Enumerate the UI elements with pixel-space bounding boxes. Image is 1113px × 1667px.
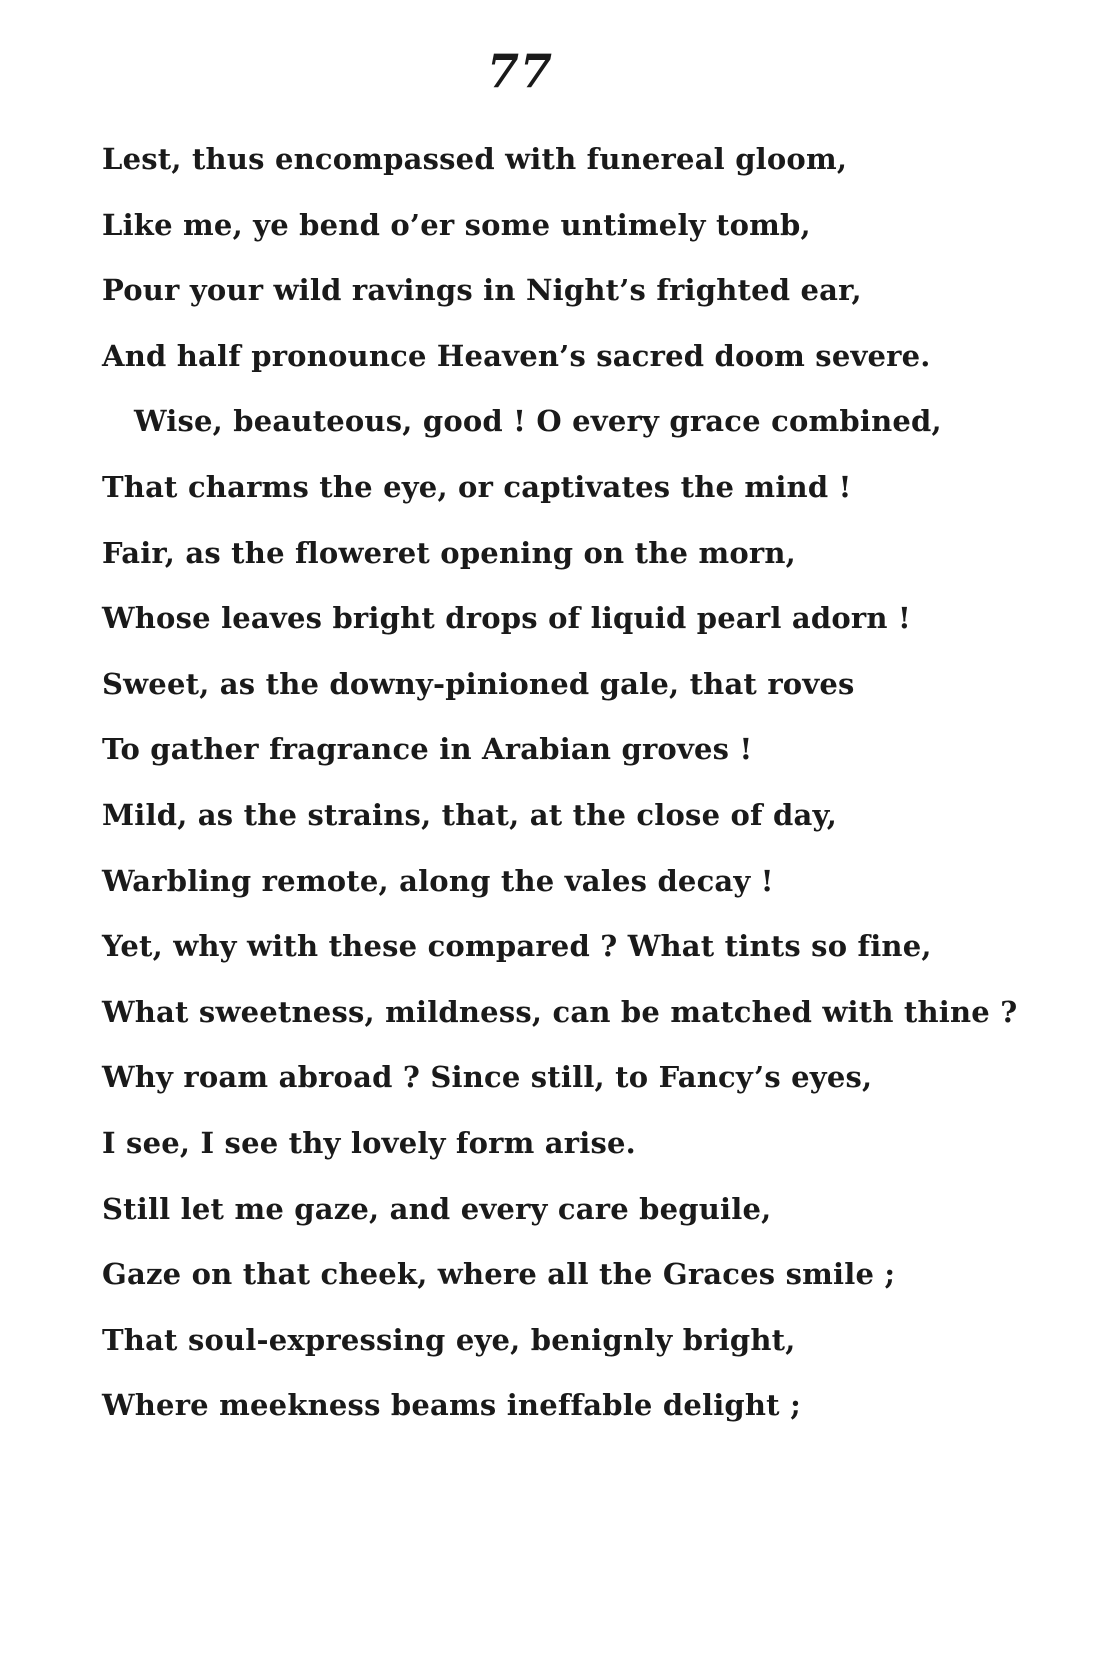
- verse-line: Yet, why with these compared ? What tints so fine,: [102, 929, 932, 964]
- verse-line: Why roam abroad ? Since still, to Fancy’s eyes,: [102, 1060, 873, 1095]
- poem-text: [102, 139, 1018, 1451]
- verse-line: Whose leaves bright drops of liquid pearl adorn !: [102, 601, 911, 636]
- verse-line: To gather fragrance in Arabian groves !: [102, 732, 753, 767]
- verse-line: Like me, ye bend o’er some untimely tomb,: [102, 207, 811, 242]
- verse-line: Gaze on that cheek, where all the Graces smile ;: [102, 1257, 896, 1292]
- verse-line: Where meekness beams ineffable delight ;: [102, 1388, 801, 1423]
- verse-line: Sweet, as the downy-pinioned gale, that roves: [102, 666, 855, 701]
- page-number: 77: [486, 44, 553, 98]
- verse-line-indented: Wise, beauteous, good ! O every grace combined,: [134, 404, 942, 439]
- verse-line: That charms the eye, or captivates the mind !: [102, 469, 852, 504]
- verse-line: Mild, as the strains, that, at the close of day,: [102, 797, 838, 832]
- verse-line: Warbling remote, along the vales decay !: [102, 863, 774, 898]
- verse-line: Pour your wild ravings in Night’s frighted ear,: [102, 273, 862, 308]
- verse-line: That soul-expressing eye, benignly bright,: [102, 1322, 796, 1357]
- verse-line: Lest, thus encompassed with funereal gloom,: [102, 142, 848, 176]
- verse-line: I see, I see thy lovely form arise.: [102, 1125, 636, 1160]
- verse-line: Still let me gaze, and every care beguile,: [102, 1191, 772, 1226]
- verse-line: Fair, as the floweret opening on the morn,: [102, 535, 796, 570]
- verse-line: And half pronounce Heaven’s sacred doom severe.: [102, 338, 931, 373]
- verse-line: What sweetness, mildness, can be matched with thine ?: [102, 994, 1018, 1029]
